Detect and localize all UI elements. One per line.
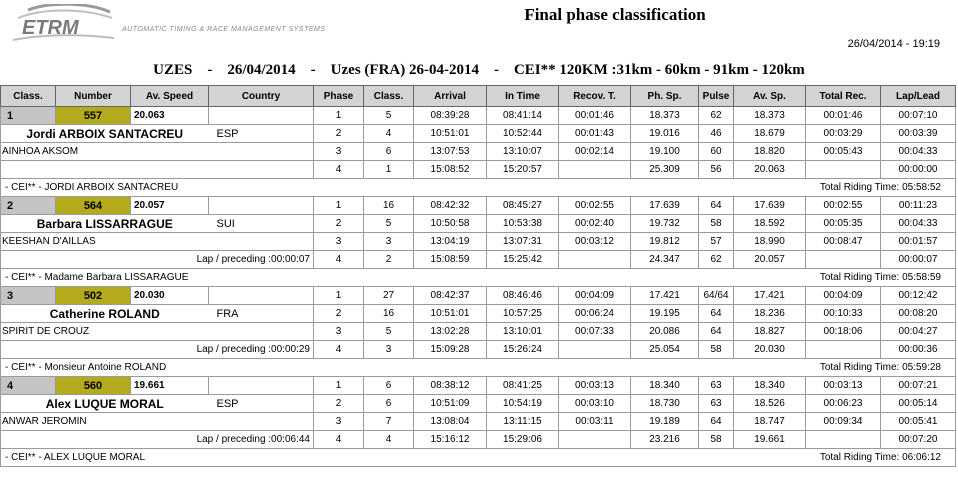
cell-phase-speed: 23.216 — [631, 431, 699, 449]
cell-phase-speed: 25.054 — [631, 341, 699, 359]
cell-total-rec: 00:04:09 — [806, 287, 881, 305]
col-class: Class. — [1, 86, 56, 107]
lap-preceding: Lap / preceding :00:00:07 — [1, 251, 314, 269]
cell-phase-class: 16 — [364, 305, 414, 323]
cell-phase-speed: 18.373 — [631, 107, 699, 125]
bib-number: 557 — [56, 107, 131, 125]
cell-in-time: 13:07:31 — [487, 233, 559, 251]
cell-arrival: 08:42:32 — [414, 197, 487, 215]
spacer-cell — [209, 107, 314, 125]
cell-phase-class: 27 — [364, 287, 414, 305]
cell-in-time: 10:52:44 — [487, 125, 559, 143]
rider-name: Alex LUQUE MORAL — [1, 395, 209, 413]
entry-row — [1, 287, 956, 305]
cell-arrival: 10:50:58 — [414, 215, 487, 233]
horse-name: KEESHAN D'AILLAS — [1, 233, 209, 251]
cell-recov-time: 00:03:10 — [559, 395, 631, 413]
cell-total-rec — [806, 161, 881, 179]
cell-phase-class: 4 — [364, 431, 414, 449]
cell-lap-lead: 00:04:33 — [881, 143, 956, 161]
rank-cell: 4 — [1, 377, 56, 395]
cell-phase-speed: 18.730 — [631, 395, 699, 413]
cei-row — [1, 179, 956, 197]
cell-pulse: 64 — [699, 197, 734, 215]
cell-pulse: 64 — [699, 323, 734, 341]
cell-av-speed: 18.236 — [734, 305, 806, 323]
cell-in-time: 15:25:42 — [487, 251, 559, 269]
col-av-speed: Av. Sp. — [734, 86, 806, 107]
cell-total-rec: 00:08:47 — [806, 233, 881, 251]
cell-in-time: 15:29:06 — [487, 431, 559, 449]
cell-av-speed: 18.990 — [734, 233, 806, 251]
cell-total-rec — [806, 341, 881, 359]
cell-phase: 1 — [314, 197, 364, 215]
cell-total-rec — [806, 251, 881, 269]
cell-in-time: 08:45:27 — [487, 197, 559, 215]
cell-lap-lead: 00:05:41 — [881, 413, 956, 431]
cell-phase: 2 — [314, 125, 364, 143]
cell-av-speed: 18.373 — [734, 107, 806, 125]
cell-phase-class: 6 — [364, 377, 414, 395]
cell-arrival: 15:08:59 — [414, 251, 487, 269]
entry-row — [1, 431, 956, 449]
cell-phase-speed: 19.195 — [631, 305, 699, 323]
cell-total-rec: 00:05:43 — [806, 143, 881, 161]
entry-row — [1, 161, 956, 179]
entry-row — [1, 215, 956, 233]
cell-phase: 1 — [314, 377, 364, 395]
spacer-cell — [209, 197, 314, 215]
cell-phase-class: 2 — [364, 251, 414, 269]
rider-country: FRA — [209, 305, 314, 323]
cell-in-time: 15:20:57 — [487, 161, 559, 179]
logo-text: ETRM — [22, 17, 79, 39]
entry-row — [1, 233, 956, 251]
cell-lap-lead: 00:12:42 — [881, 287, 956, 305]
logo-subtext: AUTOMATIC TIMING & RACE MANAGEMENT SYSTEMS — [122, 26, 326, 33]
col-recov-time: Recov. T. — [559, 86, 631, 107]
cell-recov-time: 00:02:40 — [559, 215, 631, 233]
cell-phase-speed: 19.100 — [631, 143, 699, 161]
cell-phase-speed: 17.639 — [631, 197, 699, 215]
cell-av-speed: 18.827 — [734, 323, 806, 341]
cell-av-speed: 18.820 — [734, 143, 806, 161]
rider-country: ESP — [209, 395, 314, 413]
cell-arrival: 15:16:12 — [414, 431, 487, 449]
cell-phase: 2 — [314, 305, 364, 323]
cell-arrival: 08:42:37 — [414, 287, 487, 305]
cell-phase-speed: 17.421 — [631, 287, 699, 305]
cell-av-speed: 17.639 — [734, 197, 806, 215]
cei-row — [1, 449, 956, 467]
entry-row — [1, 377, 956, 395]
cell-phase: 4 — [314, 251, 364, 269]
cell-phase-class: 3 — [364, 341, 414, 359]
cell-phase-speed: 20.086 — [631, 323, 699, 341]
cell-in-time: 13:11:15 — [487, 413, 559, 431]
cell-av-speed: 19.661 — [734, 431, 806, 449]
cell-lap-lead: 00:04:33 — [881, 215, 956, 233]
spacer-cell — [209, 233, 314, 251]
total-riding-time: Total Riding Time: 06:06:12 — [559, 449, 956, 467]
cell-recov-time: 00:03:12 — [559, 233, 631, 251]
col-phase: Phase — [314, 86, 364, 107]
entry-row — [1, 143, 956, 161]
entry-row — [1, 251, 956, 269]
col-in-time: In Time — [487, 86, 559, 107]
cell-lap-lead: 00:11:23 — [881, 197, 956, 215]
col-arrival: Arrival — [414, 86, 487, 107]
cell-in-time: 08:41:25 — [487, 377, 559, 395]
lap-preceding — [1, 161, 314, 179]
cell-phase-class: 7 — [364, 413, 414, 431]
cell-phase-speed: 25.309 — [631, 161, 699, 179]
horse-name: ANWAR JEROMIN — [1, 413, 209, 431]
col-lap-lead: Lap/Lead — [881, 86, 956, 107]
cell-total-rec: 00:03:29 — [806, 125, 881, 143]
cell-av-speed: 18.679 — [734, 125, 806, 143]
cell-in-time: 08:41:14 — [487, 107, 559, 125]
spacer-cell — [209, 413, 314, 431]
cell-in-time: 13:10:07 — [487, 143, 559, 161]
cell-phase-class: 1 — [364, 161, 414, 179]
col-phase-speed: Ph. Sp. — [631, 86, 699, 107]
rider-country: SUI — [209, 215, 314, 233]
cell-recov-time — [559, 431, 631, 449]
avg-speed: 20.057 — [131, 197, 209, 215]
cell-recov-time: 00:03:11 — [559, 413, 631, 431]
cell-phase-class: 3 — [364, 233, 414, 251]
entry-row — [1, 107, 956, 125]
bib-number: 502 — [56, 287, 131, 305]
cell-phase: 3 — [314, 233, 364, 251]
cell-pulse: 63 — [699, 377, 734, 395]
cell-pulse: 58 — [699, 215, 734, 233]
cell-phase-speed: 18.340 — [631, 377, 699, 395]
entry-row — [1, 395, 956, 413]
header-row — [1, 86, 956, 107]
event-line: UZES - 26/04/2014 - Uzes (FRA) 26-04-2014 - CEI** 120KM :31km - 60km - 91km - 120km — [153, 62, 805, 78]
cell-av-speed: 18.592 — [734, 215, 806, 233]
cell-pulse: 62 — [699, 107, 734, 125]
cell-arrival: 15:09:28 — [414, 341, 487, 359]
cell-lap-lead: 00:01:57 — [881, 233, 956, 251]
cell-recov-time: 00:04:09 — [559, 287, 631, 305]
col-pulse: Pulse — [699, 86, 734, 107]
cell-pulse: 46 — [699, 125, 734, 143]
cell-total-rec: 00:02:55 — [806, 197, 881, 215]
spacer-cell — [209, 323, 314, 341]
cell-total-rec: 00:09:34 — [806, 413, 881, 431]
lap-preceding: Lap / preceding :00:06:44 — [1, 431, 314, 449]
cell-av-speed: 20.057 — [734, 251, 806, 269]
cell-phase-speed: 19.189 — [631, 413, 699, 431]
cell-lap-lead: 00:05:14 — [881, 395, 956, 413]
cell-arrival: 08:39:28 — [414, 107, 487, 125]
cell-arrival: 13:07:53 — [414, 143, 487, 161]
cell-pulse: 58 — [699, 341, 734, 359]
col-total-rec: Total Rec. — [806, 86, 881, 107]
report-datetime: 26/04/2014 - 19:19 — [847, 38, 940, 50]
cei-row — [1, 269, 956, 287]
cell-av-speed: 18.747 — [734, 413, 806, 431]
avg-speed: 20.030 — [131, 287, 209, 305]
horse-name: SPIRIT DE CROUZ — [1, 323, 209, 341]
cell-lap-lead: 00:03:39 — [881, 125, 956, 143]
cell-recov-time — [559, 251, 631, 269]
cell-phase-speed: 24.347 — [631, 251, 699, 269]
col-number: Number — [56, 86, 131, 107]
entry-row — [1, 197, 956, 215]
col-phase-class: Class. — [364, 86, 414, 107]
rider-country: ESP — [209, 125, 314, 143]
rank-cell: 1 — [1, 107, 56, 125]
cell-pulse: 62 — [699, 251, 734, 269]
horse-name: AINHOA AKSOM — [1, 143, 209, 161]
total-riding-time: Total Riding Time: 05:59:28 — [559, 359, 956, 377]
spacer-cell — [209, 287, 314, 305]
col-country: Country — [209, 86, 314, 107]
cell-recov-time: 00:06:24 — [559, 305, 631, 323]
cell-in-time: 13:10:01 — [487, 323, 559, 341]
lap-preceding: Lap / preceding :00:00:29 — [1, 341, 314, 359]
cell-phase-class: 5 — [364, 215, 414, 233]
avg-speed: 20.063 — [131, 107, 209, 125]
rank-cell: 2 — [1, 197, 56, 215]
cell-pulse: 56 — [699, 161, 734, 179]
cell-arrival: 13:08:04 — [414, 413, 487, 431]
cell-in-time: 08:46:46 — [487, 287, 559, 305]
cell-recov-time: 00:07:33 — [559, 323, 631, 341]
bib-number: 564 — [56, 197, 131, 215]
cell-in-time: 10:53:38 — [487, 215, 559, 233]
cell-arrival: 10:51:09 — [414, 395, 487, 413]
entry-row — [1, 125, 956, 143]
cell-av-speed: 17.421 — [734, 287, 806, 305]
rider-name: Catherine ROLAND — [1, 305, 209, 323]
cell-in-time: 10:57:25 — [487, 305, 559, 323]
cell-phase: 2 — [314, 215, 364, 233]
cell-phase-speed: 19.732 — [631, 215, 699, 233]
cei-owner: - CEI** - ALEX LUQUE MORAL — [1, 449, 559, 467]
rider-name: Barbara LISSARRAGUE — [1, 215, 209, 233]
cell-lap-lead: 00:04:27 — [881, 323, 956, 341]
entry-row — [1, 323, 956, 341]
cell-phase: 3 — [314, 323, 364, 341]
bib-number: 560 — [56, 377, 131, 395]
cell-pulse: 60 — [699, 143, 734, 161]
cell-lap-lead: 00:07:10 — [881, 107, 956, 125]
cell-phase: 4 — [314, 431, 364, 449]
cell-recov-time — [559, 161, 631, 179]
cell-phase-speed: 19.812 — [631, 233, 699, 251]
cell-in-time: 15:26:24 — [487, 341, 559, 359]
cell-phase-class: 16 — [364, 197, 414, 215]
cell-recov-time: 00:01:46 — [559, 107, 631, 125]
cell-lap-lead: 00:08:20 — [881, 305, 956, 323]
cell-phase: 2 — [314, 395, 364, 413]
cei-owner: - CEI** - JORDI ARBOIX SANTACREU — [1, 179, 559, 197]
cell-lap-lead: 00:00:36 — [881, 341, 956, 359]
cei-row — [1, 359, 956, 377]
cell-arrival: 10:51:01 — [414, 305, 487, 323]
cell-phase: 3 — [314, 413, 364, 431]
cell-pulse: 63 — [699, 395, 734, 413]
entry-row — [1, 413, 956, 431]
col-avspeed: Av. Speed — [131, 86, 209, 107]
cell-phase: 1 — [314, 107, 364, 125]
spacer-cell — [209, 377, 314, 395]
cell-recov-time: 00:01:43 — [559, 125, 631, 143]
cell-phase: 1 — [314, 287, 364, 305]
cell-phase-class: 6 — [364, 395, 414, 413]
cell-phase-class: 4 — [364, 125, 414, 143]
entry-row — [1, 341, 956, 359]
cell-recov-time: 00:02:14 — [559, 143, 631, 161]
cell-arrival: 10:51:01 — [414, 125, 487, 143]
avg-speed: 19.661 — [131, 377, 209, 395]
cell-av-speed: 20.030 — [734, 341, 806, 359]
cell-total-rec: 00:03:13 — [806, 377, 881, 395]
page-title: Final phase classification — [524, 5, 706, 24]
cell-recov-time: 00:02:55 — [559, 197, 631, 215]
spacer-cell — [209, 143, 314, 161]
entry-row — [1, 305, 956, 323]
rank-cell: 3 — [1, 287, 56, 305]
cell-av-speed: 20.063 — [734, 161, 806, 179]
cell-phase: 4 — [314, 341, 364, 359]
cell-arrival: 08:38:12 — [414, 377, 487, 395]
cell-arrival: 13:04:19 — [414, 233, 487, 251]
cell-in-time: 10:54:19 — [487, 395, 559, 413]
cell-recov-time — [559, 341, 631, 359]
rider-name: Jordi ARBOIX SANTACREU — [1, 125, 209, 143]
cell-pulse: 58 — [699, 431, 734, 449]
results-table — [0, 85, 956, 467]
cei-owner: - CEI** - Madame Barbara LISSARAGUE — [1, 269, 559, 287]
cell-arrival: 15:08:52 — [414, 161, 487, 179]
cell-total-rec: 00:10:33 — [806, 305, 881, 323]
cell-phase: 4 — [314, 161, 364, 179]
cell-phase-class: 5 — [364, 323, 414, 341]
cell-recov-time: 00:03:13 — [559, 377, 631, 395]
cell-total-rec: 00:05:35 — [806, 215, 881, 233]
total-riding-time: Total Riding Time: 05:58:52 — [559, 179, 956, 197]
cei-owner: - CEI** - Monsieur Antoine ROLAND — [1, 359, 559, 377]
cell-lap-lead: 00:00:00 — [881, 161, 956, 179]
cell-lap-lead: 00:07:21 — [881, 377, 956, 395]
cell-pulse: 64 — [699, 413, 734, 431]
cell-phase-class: 6 — [364, 143, 414, 161]
cell-pulse: 57 — [699, 233, 734, 251]
cell-lap-lead: 00:07:20 — [881, 431, 956, 449]
cell-av-speed: 18.526 — [734, 395, 806, 413]
cell-total-rec: 00:18:06 — [806, 323, 881, 341]
cell-phase-speed: 19.016 — [631, 125, 699, 143]
cell-phase-class: 5 — [364, 107, 414, 125]
total-riding-time: Total Riding Time: 05:58:59 — [559, 269, 956, 287]
cell-phase: 3 — [314, 143, 364, 161]
cell-total-rec: 00:06:23 — [806, 395, 881, 413]
cell-pulse: 64 — [699, 305, 734, 323]
cell-lap-lead: 00:00:07 — [881, 251, 956, 269]
cell-av-speed: 18.340 — [734, 377, 806, 395]
cell-arrival: 13:02:28 — [414, 323, 487, 341]
cell-total-rec — [806, 431, 881, 449]
cell-pulse: 64/64 — [699, 287, 734, 305]
cell-total-rec: 00:01:46 — [806, 107, 881, 125]
